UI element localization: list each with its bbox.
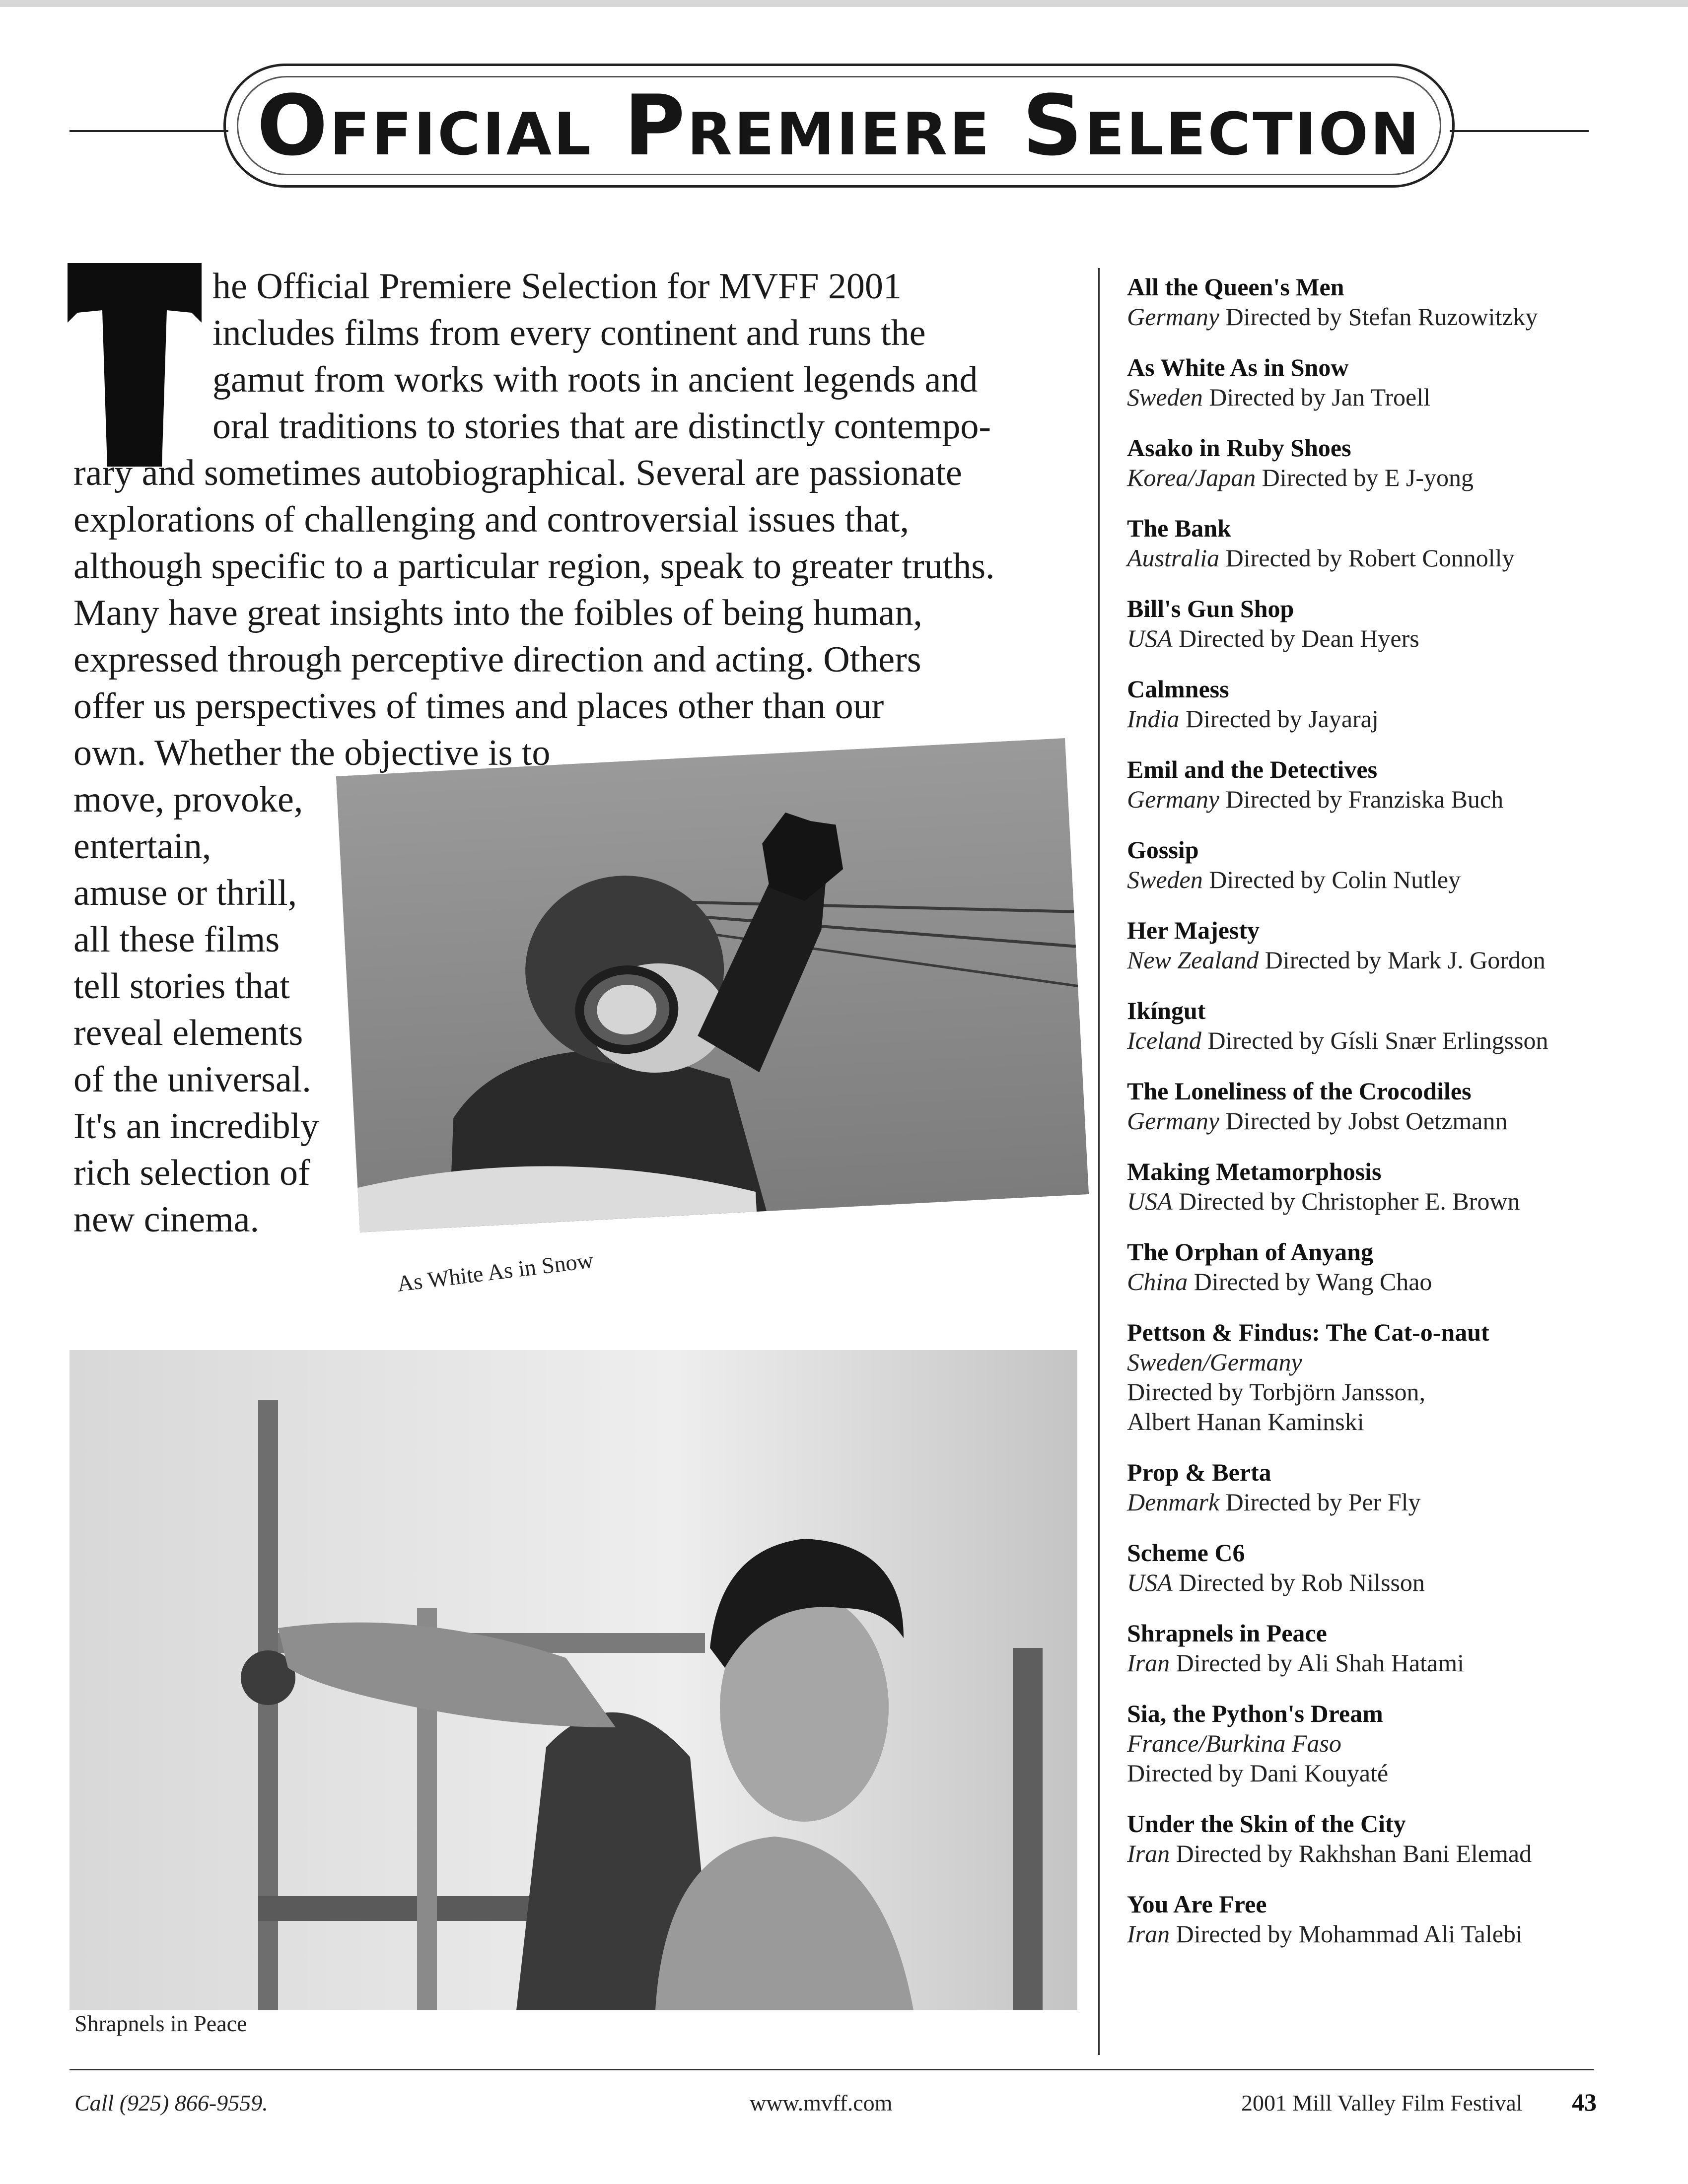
header-banner <box>223 64 1455 188</box>
film-country: Iran <box>1127 1920 1170 1948</box>
intro-line: expressed through perceptive direction and acting. Others <box>73 639 921 680</box>
film-country: USA <box>1127 624 1173 652</box>
film-country: India <box>1127 705 1180 733</box>
film-title: Emil and the Detectives <box>1127 755 1378 783</box>
header-rule-left <box>70 130 228 132</box>
film-director: Directed by Mohammad Ali Talebi <box>1176 1920 1523 1948</box>
film-director: Directed by Colin Nutley <box>1209 866 1461 893</box>
film-title: Bill's Gun Shop <box>1127 595 1294 622</box>
film-title: Calmness <box>1127 675 1229 703</box>
film-entry <box>1127 1889 1638 1949</box>
film-country: Iran <box>1127 1649 1170 1677</box>
page-number: 43 <box>1572 2088 1597 2116</box>
film-country: Korea/Japan <box>1127 464 1256 491</box>
film-title: Asako in Ruby Shoes <box>1127 434 1351 462</box>
film-country: Iceland <box>1127 1026 1201 1054</box>
film-entry <box>1127 1237 1638 1297</box>
film-entry <box>1127 1457 1638 1517</box>
photo-caption: Shrapnels in Peace <box>74 2011 247 2036</box>
photo-shrapnels-in-peace <box>70 1350 1077 2010</box>
intro-line: new cinema. <box>73 1199 259 1240</box>
footer-url[interactable]: www.mvff.com <box>750 2090 893 2116</box>
photo-caption: As White As in Snow <box>395 1247 595 1297</box>
film-director: Directed by Jobst Oetzmann <box>1225 1107 1508 1135</box>
film-director: Directed by Gísli Snær Erlingsson <box>1207 1026 1548 1054</box>
intro-line: move, provoke, <box>73 779 303 820</box>
film-entry <box>1127 1317 1638 1436</box>
film-entry <box>1127 1076 1638 1136</box>
film-title: The Orphan of Anyang <box>1127 1238 1373 1266</box>
film-country: Iran <box>1127 1840 1170 1867</box>
film-director: Directed by Franziska Buch <box>1225 785 1504 813</box>
film-director: Directed by Stefan Ruzowitzky <box>1225 303 1538 331</box>
film-entry <box>1127 594 1638 653</box>
film-director: Directed by Rob Nilsson <box>1179 1569 1425 1596</box>
footer-rule <box>70 2069 1594 2070</box>
film-title: Shrapnels in Peace <box>1127 1619 1327 1647</box>
film-entry <box>1127 1538 1638 1597</box>
intro-line: rary and sometimes autobiographical. Several are passionate <box>73 453 962 493</box>
film-title: All the Queen's Men <box>1127 273 1344 301</box>
film-director: Directed by Dean Hyers <box>1179 624 1419 652</box>
film-entry <box>1127 915 1638 975</box>
film-title: Ikíngut <box>1127 997 1206 1024</box>
intro-line: includes films from every continent and runs the <box>212 313 926 353</box>
film-director: Directed by E J-yong <box>1262 464 1474 491</box>
film-director: Directed by Wang Chao <box>1194 1268 1432 1296</box>
intro-line: of the universal. <box>73 1059 311 1100</box>
intro-line: tell stories that <box>73 966 290 1007</box>
film-title: As White As in Snow <box>1127 353 1349 381</box>
film-entry <box>1127 754 1638 814</box>
intro-line: explorations of challenging and controversial issues that, <box>73 499 910 540</box>
film-title: Scheme C6 <box>1127 1539 1245 1567</box>
film-director: Directed by Mark J. Gordon <box>1265 946 1546 974</box>
film-director: Directed by Robert Connolly <box>1225 544 1515 572</box>
film-entry <box>1127 1618 1638 1678</box>
film-country: Australia <box>1127 544 1220 572</box>
film-entry <box>1127 352 1638 412</box>
film-country: Germany <box>1127 1107 1220 1135</box>
film-country: China <box>1127 1268 1188 1296</box>
film-director: Albert Hanan Kaminski <box>1127 1408 1364 1435</box>
film-director: Directed by Per Fly <box>1225 1488 1421 1516</box>
header-rule-right <box>1450 130 1589 132</box>
film-title: You Are Free <box>1127 1890 1267 1918</box>
film-entry <box>1127 1699 1638 1788</box>
film-title: The Loneliness of the Crocodiles <box>1127 1077 1472 1105</box>
film-entry <box>1127 1809 1638 1868</box>
film-director: Directed by Jayaraj <box>1186 705 1379 733</box>
intro-line: own. Whether the objective is to <box>73 733 551 773</box>
intro-line: offer us perspectives of times and places other than our <box>73 686 884 727</box>
film-entry <box>1127 272 1638 332</box>
intro-line: he Official Premiere Selection for MVFF 2001 <box>212 266 902 307</box>
film-country: USA <box>1127 1187 1173 1215</box>
intro-line: gamut from works with roots in ancient legends and <box>212 359 978 400</box>
film-country: Sweden <box>1127 866 1203 893</box>
film-title: Making Metamorphosis <box>1127 1158 1382 1185</box>
footer-festival: 2001 Mill Valley Film Festival <box>1241 2090 1523 2116</box>
film-title: The Bank <box>1127 514 1231 542</box>
intro-line: all these films <box>73 919 280 960</box>
film-director: Directed by Ali Shah Hatami <box>1176 1649 1465 1677</box>
scan-edge <box>0 0 1688 7</box>
film-director: Directed by Dani Kouyaté <box>1127 1759 1389 1787</box>
film-director: Directed by Christopher E. Brown <box>1179 1187 1520 1215</box>
intro-line: reveal elements <box>73 1013 303 1053</box>
intro-line: It's an incredibly <box>73 1106 319 1147</box>
film-country: Denmark <box>1127 1488 1220 1516</box>
film-title: Gossip <box>1127 836 1199 864</box>
film-country: Sweden/Germany <box>1127 1348 1302 1376</box>
film-entry <box>1127 674 1638 734</box>
intro-line: amuse or thrill, <box>73 873 297 913</box>
intro-line: rich selection of <box>73 1153 310 1193</box>
film-entry <box>1127 835 1638 894</box>
intro-line: Many have great insights into the foibles of being human, <box>73 593 922 633</box>
film-title: Sia, the Python's Dream <box>1127 1700 1383 1727</box>
film-entry <box>1127 1157 1638 1216</box>
page-title: Official Premiere Selection <box>257 77 1421 174</box>
film-director: Directed by Torbjörn Jansson, <box>1127 1378 1426 1406</box>
film-entry <box>1127 996 1638 1055</box>
film-entry <box>1127 433 1638 492</box>
film-country: USA <box>1127 1569 1173 1596</box>
film-entry <box>1127 513 1638 573</box>
film-country: Sweden <box>1127 383 1203 411</box>
film-country: Germany <box>1127 303 1220 331</box>
intro-line: entertain, <box>73 826 211 867</box>
photo-as-white-as-in-snow <box>336 738 1089 1232</box>
film-director: Directed by Rakhshan Bani Elemad <box>1176 1840 1532 1867</box>
film-country: Germany <box>1127 785 1220 813</box>
column-divider <box>1098 268 1100 2055</box>
photo-aviator-illustration <box>336 738 1089 1232</box>
photo-boy-illustration <box>70 1350 1077 2010</box>
film-director: Directed by Jan Troell <box>1209 383 1431 411</box>
footer-phone: Call (925) 866-9559. <box>74 2090 268 2116</box>
film-title: Prop & Berta <box>1127 1458 1271 1486</box>
film-title: Under the Skin of the City <box>1127 1810 1406 1838</box>
film-title: Pettson & Findus: The Cat-o-naut <box>1127 1318 1489 1346</box>
film-country: New Zealand <box>1127 946 1259 974</box>
intro-line: although specific to a particular region, speak to greater truths. <box>73 546 995 587</box>
film-title: Her Majesty <box>1127 916 1260 944</box>
intro-line: oral traditions to stories that are distinctly contempo- <box>212 406 991 447</box>
film-country: France/Burkina Faso <box>1127 1729 1341 1757</box>
film-list <box>1127 272 1638 1970</box>
